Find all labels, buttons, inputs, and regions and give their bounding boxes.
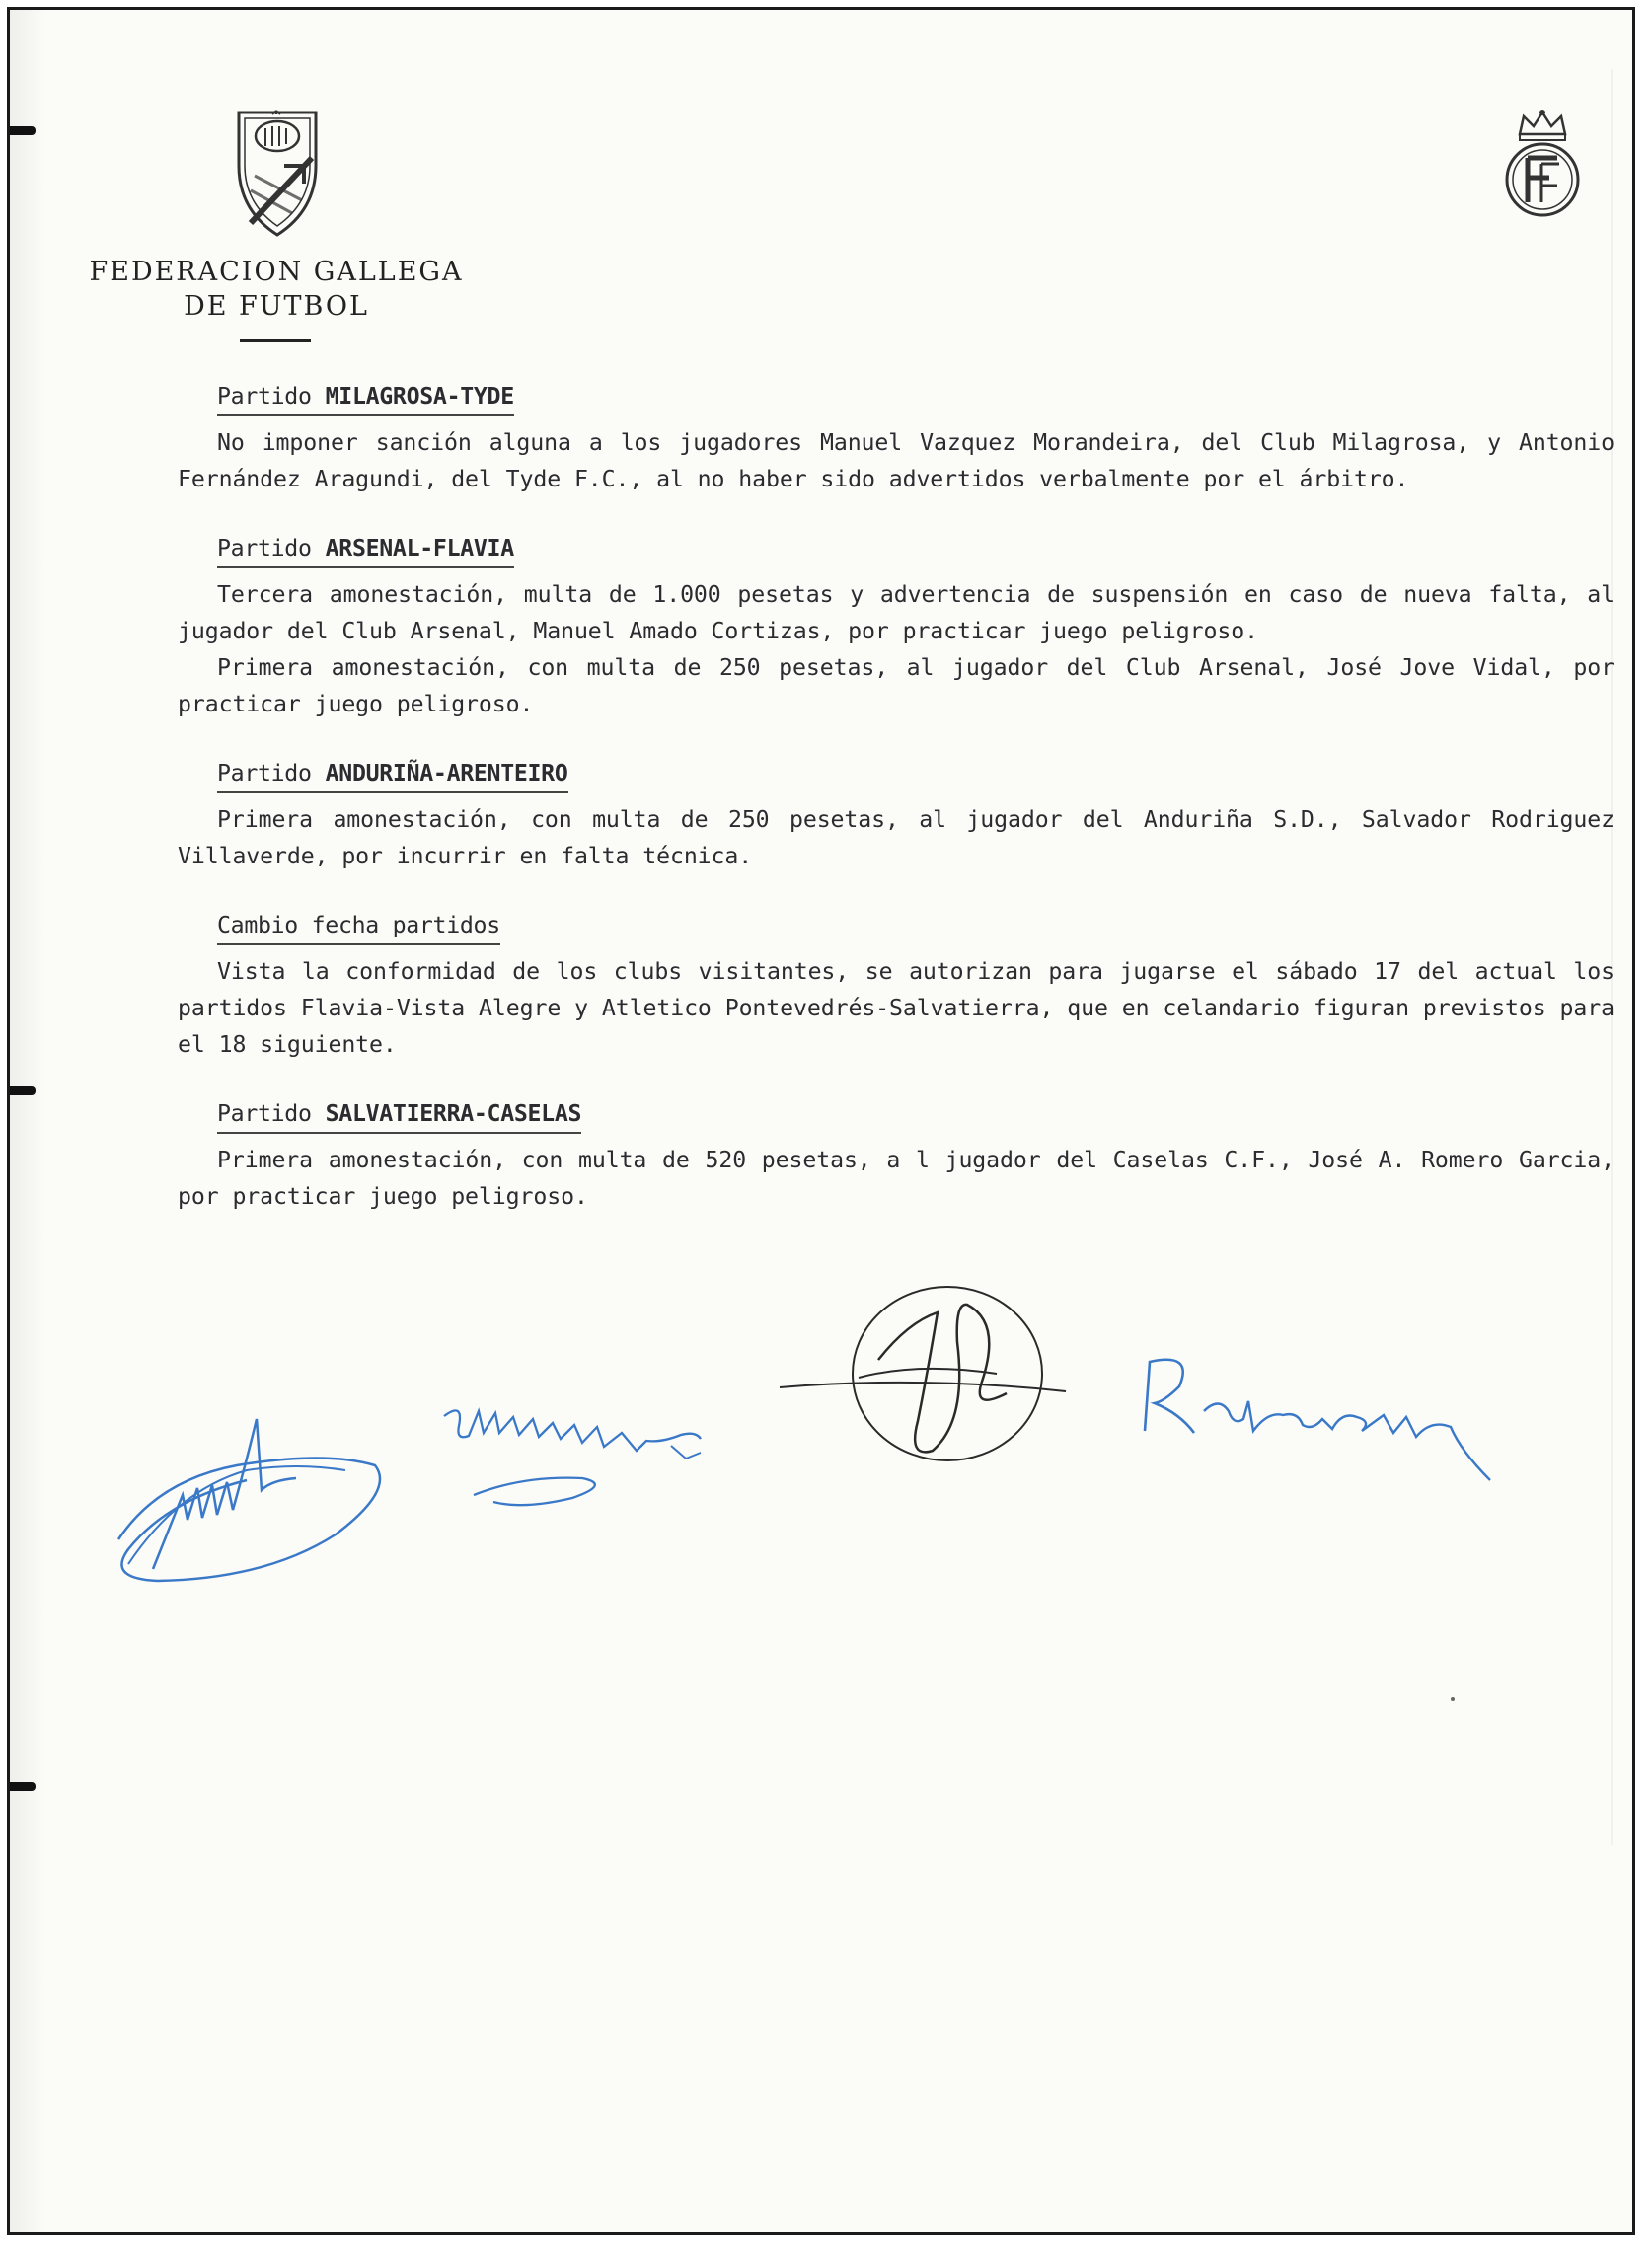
paragraph — [178, 576, 1614, 649]
section-arsenal-flavia — [178, 531, 1628, 722]
federation-shield-icon — [233, 107, 322, 240]
paragraph-text: Primera amonestación, con multa de 520 pesetas, a l jugador del Caselas C.F., José A. Romero Garcia, por practicar juego peligroso. — [178, 1147, 1614, 1210]
paragraph — [178, 953, 1614, 1063]
signature-4 — [1135, 1342, 1510, 1490]
letterhead-rule — [240, 339, 311, 342]
heading-label: Partido — [217, 535, 312, 561]
binding-mark — [10, 1086, 36, 1095]
heading-label: Partido — [217, 760, 312, 786]
section-heading — [217, 1096, 581, 1134]
paragraph — [178, 1142, 1614, 1215]
heading-label: Cambio fecha partidos — [217, 912, 500, 938]
section-cambio-fecha — [178, 908, 1628, 1063]
document-page — [7, 7, 1635, 2235]
organization-name: FEDERACION GALLEGA DE FUTBOL — [89, 257, 464, 322]
heading-label: Partido — [217, 383, 312, 410]
paragraph-text: Primera amonestación, con multa de 250 pesetas, al jugador del Anduriña S.D., Salvador Rodriguez Villaverde, por incurrir en falta técnica. — [178, 806, 1614, 869]
paragraph — [178, 424, 1614, 497]
section-heading — [217, 379, 514, 416]
binding-mark — [10, 126, 36, 135]
heading-label: Partido — [217, 1100, 312, 1127]
heading-teams: MILAGROSA-TYDE — [325, 383, 514, 410]
signature-3 — [770, 1283, 1184, 1480]
heading-teams: ARSENAL-FLAVIA — [325, 535, 514, 561]
resolutions-body — [178, 379, 1628, 1248]
signature-1 — [99, 1372, 395, 1599]
ink-speck — [1451, 1697, 1455, 1701]
paragraph — [178, 801, 1614, 874]
heading-teams: SALVATIERRA-CASELAS — [325, 1100, 582, 1127]
section-heading — [217, 908, 500, 945]
section-salvatierra-caselas — [178, 1096, 1628, 1215]
section-heading — [217, 756, 568, 793]
paragraph-text: Tercera amonestación, multa de 1.000 pesetas y advertencia de suspensión en caso de nueva falta, al jugador del Club Arsenal, Manuel Amado Cortizas, por practicar juego peligroso. — [178, 581, 1614, 644]
letterhead — [79, 107, 474, 363]
crowned-crest-icon — [1498, 109, 1587, 219]
section-andurina-arenteiro — [178, 756, 1628, 874]
paragraph-text: No imponer sanción alguna a los jugadores Manuel Vazquez Morandeira, del Club Milagrosa, y Antonio Fernández Aragundi, del Tyde F.C., al no haber sido advertidos verbalmente por el árbitro. — [178, 429, 1614, 492]
binding-mark — [10, 1782, 36, 1791]
page-shadow — [10, 10, 45, 2232]
signature-block — [99, 1283, 1530, 1609]
paragraph — [178, 649, 1614, 722]
section-milagrosa-tyde — [178, 379, 1628, 497]
paragraph-text: Primera amonestación, con multa de 250 pesetas, al jugador del Club Arsenal, José Jove Vidal, por practicar juego peligroso. — [178, 654, 1614, 717]
heading-teams: ANDURIÑA-ARENTEIRO — [325, 760, 568, 786]
paragraph-text: Vista la conformidad de los clubs visitantes, se autorizan para jugarse el sábado 17 del actual los partidos Flavia-Vista Alegre y Atletico Pontevedrés-Salvatierra, que en celandario figuran previstos para el 18 siguiente. — [178, 958, 1614, 1058]
section-heading — [217, 531, 514, 568]
